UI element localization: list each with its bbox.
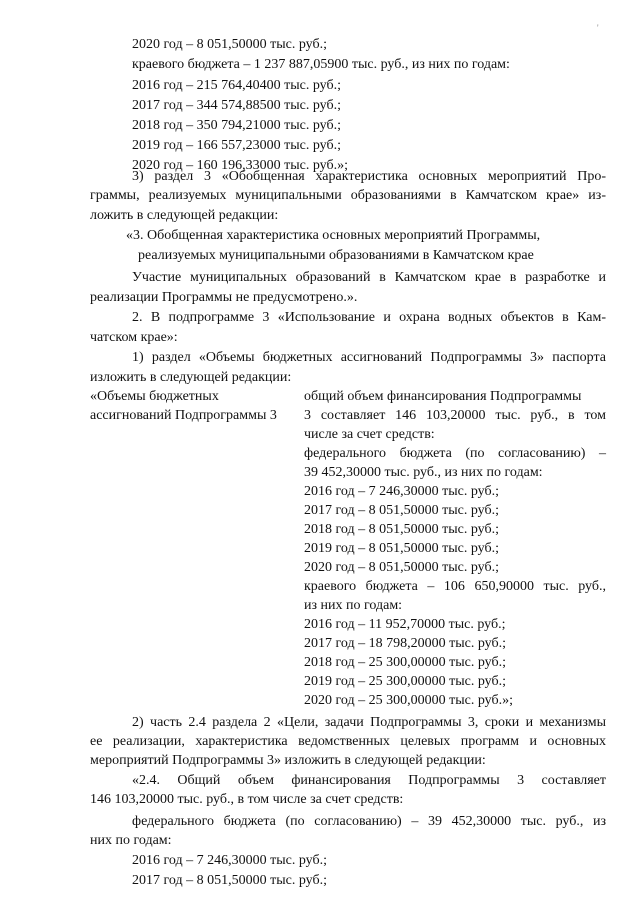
table-cell-line: 2019 год – 8 051,50000 тыс. руб.; xyxy=(304,541,499,556)
paragraph-line: Участие муниципальных образований в Камчатском крае в разработке и xyxy=(132,270,606,285)
paragraph-line: 3) раздел 3 «Обобщенная характеристика основных мероприятий Про- xyxy=(132,169,606,184)
text-line: 2020 год – 8 051,50000 тыс. руб.; xyxy=(132,37,327,52)
paragraph-line: ее реализации, характеристика ведомственных целевых программ и основных xyxy=(90,734,606,749)
table-label: ассигнований Подпрограммы 3 xyxy=(90,408,277,423)
text-line: 2019 год – 166 557,23000 тыс. руб.; xyxy=(132,138,341,153)
paragraph-line: изложить в следующей редакции: xyxy=(90,370,292,385)
text-line: 2017 год – 344 574,88500 тыс. руб.; xyxy=(132,98,341,113)
paragraph-line: 146 103,20000 тыс. руб., в том числе за счет средств: xyxy=(90,792,404,807)
table-cell-line: федерального бюджета (по согласованию) – xyxy=(304,446,606,461)
section-heading: реализуемых муниципальными образованиями в Камчатском крае xyxy=(138,248,534,263)
table-cell-line: 3 составляет 146 103,20000 тыс. руб., в том xyxy=(304,408,606,423)
paragraph-line: граммы, реализуемых муниципальными образованиями в Камчатском крае» из- xyxy=(90,188,606,203)
table-cell-line: числе за счет средств: xyxy=(304,427,435,442)
table-cell-line: 2016 год – 7 246,30000 тыс. руб.; xyxy=(304,484,499,499)
table-cell-line: 2016 год – 11 952,70000 тыс. руб.; xyxy=(304,617,506,632)
table-cell-line: 39 452,30000 тыс. руб., из них по годам: xyxy=(304,465,543,480)
text-line: 2016 год – 215 764,40400 тыс. руб.; xyxy=(132,78,341,93)
text-line: 2016 год – 7 246,30000 тыс. руб.; xyxy=(132,853,327,868)
table-cell-line: 2020 год – 8 051,50000 тыс. руб.; xyxy=(304,560,499,575)
paragraph-line: 1) раздел «Объемы бюджетных ассигнований Подпрограммы 3» паспорта xyxy=(132,350,606,365)
paragraph-line: чатском крае»: xyxy=(90,330,178,345)
text-line: краевого бюджета – 1 237 887,05900 тыс. руб., из них по годам: xyxy=(132,57,510,72)
table-cell-line: 2017 год – 18 798,20000 тыс. руб.; xyxy=(304,636,506,651)
paragraph-line: «2.4. Общий объем финансирования Подпрограммы 3 составляет xyxy=(132,773,606,788)
section-heading: «3. Обобщенная характеристика основных мероприятий Программы, xyxy=(126,228,541,243)
table-cell-line: общий объем финансирования Подпрограммы xyxy=(304,389,582,404)
paragraph-line: мероприятий Подпрограммы 3» изложить в следующей редакции: xyxy=(90,753,486,768)
table-cell-line: из них по годам: xyxy=(304,598,403,613)
paragraph-line: 2. В подпрограмме 3 «Использование и охрана водных объектов в Кам- xyxy=(132,310,606,325)
table-cell-line: 2019 год – 25 300,00000 тыс. руб.; xyxy=(304,674,506,689)
paragraph-line: ложить в следующей редакции: xyxy=(90,208,279,223)
paragraph-line: них по годам: xyxy=(90,833,172,848)
table-cell-line: 2018 год – 8 051,50000 тыс. руб.; xyxy=(304,522,499,537)
paragraph-line: реализации Программы не предусмотрено.». xyxy=(90,290,358,305)
corner-mark: ' xyxy=(597,23,599,33)
text-line: 2018 год – 350 794,21000 тыс. руб.; xyxy=(132,118,341,133)
table-cell-line: 2017 год – 8 051,50000 тыс. руб.; xyxy=(304,503,499,518)
table-label: «Объемы бюджетных xyxy=(90,389,219,404)
text-line: 2017 год – 8 051,50000 тыс. руб.; xyxy=(132,873,327,888)
table-cell-line: краевого бюджета – 106 650,90000 тыс. руб., xyxy=(304,579,606,594)
paragraph-line: 2) часть 2.4 раздела 2 «Цели, задачи Подпрограммы 3, сроки и механизмы xyxy=(132,715,606,730)
text-line: 2020 год – 160 196,33000 тыс. руб.»; xyxy=(132,158,348,173)
paragraph-line: федерального бюджета (по согласованию) – 39 452,30000 тыс. руб., из xyxy=(132,814,606,829)
table-cell-line: 2020 год – 25 300,00000 тыс. руб.»; xyxy=(304,693,513,708)
table-cell-line: 2018 год – 25 300,00000 тыс. руб.; xyxy=(304,655,506,670)
